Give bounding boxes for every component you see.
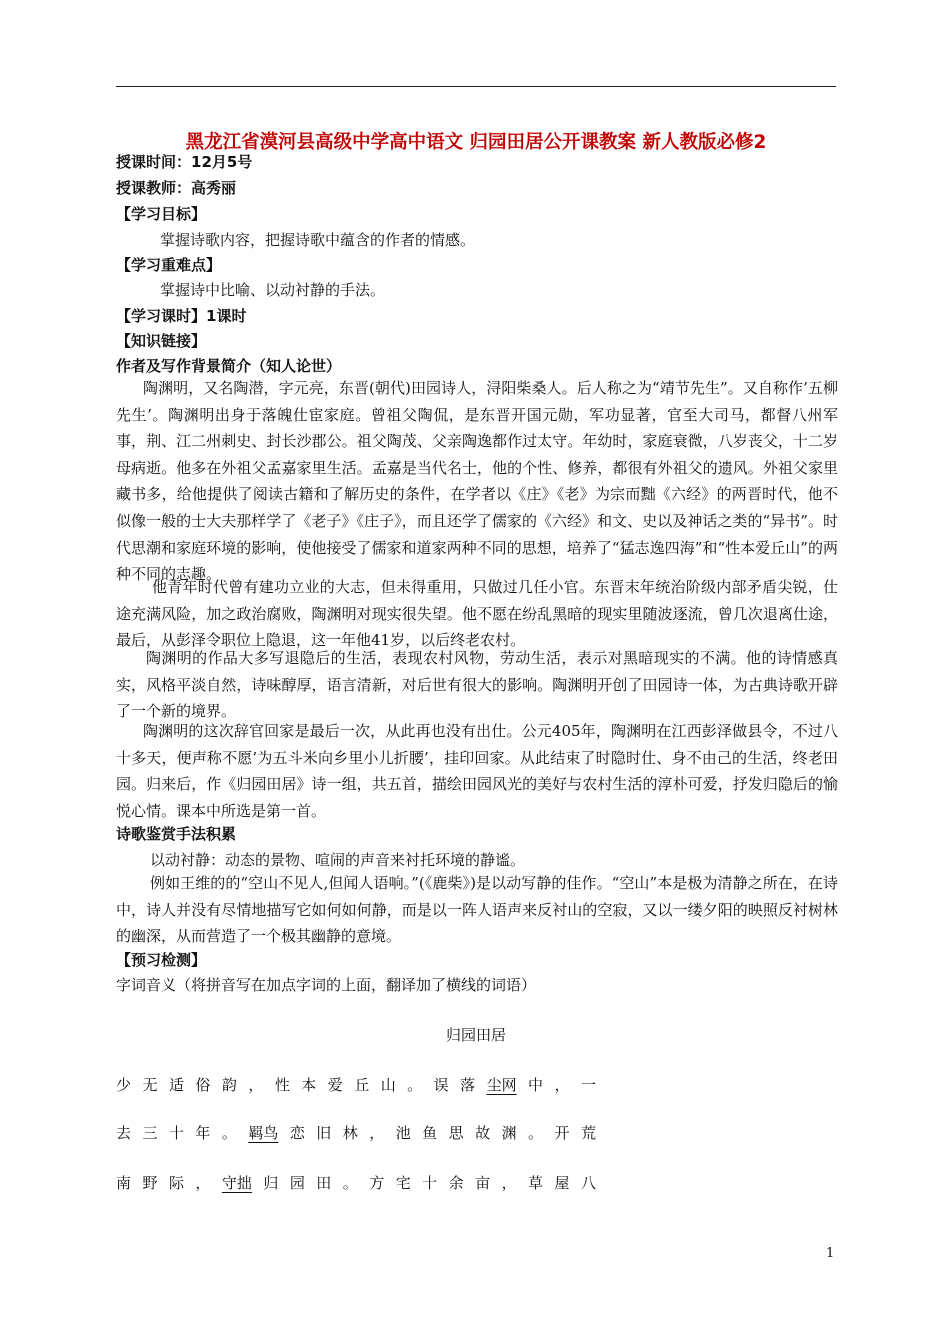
technique-heading: 诗歌鉴赏手法积累: [116, 825, 237, 843]
poem-char: 一: [580, 1076, 596, 1094]
underlined-term: 羁鸟: [248, 1124, 279, 1142]
poem-char: 方: [369, 1174, 385, 1192]
poem-char: 。: [342, 1174, 358, 1192]
document-title: 黑龙江省漠河县高级中学高中语文 归园田居公开课教案 新人教版必修2: [185, 132, 767, 153]
section-goal: 【学习目标】: [116, 205, 207, 223]
page-number: 1: [826, 1246, 835, 1261]
poem-char: ，: [501, 1174, 517, 1192]
technique-text-2: 例如王维的的“空山不见人,但闻人语响。”(《鹿柴》)是以动写静的佳作。“空山”本是极为清静之所在，在诗中，诗人并没有尽情地描写它如何如何静，而是以一阵人语声来反衬山的空寂，又以一缕夕阳的映照反衬树林的幽深，从而营造了一个极其幽静的意境。: [116, 874, 838, 946]
class-time: 授课时间：12月5号: [116, 153, 253, 171]
preview-instructions: 字词音义（将拼音写在加点字词的上面，翻译加了横线的词语）: [116, 976, 537, 994]
poem-char: 本: [301, 1076, 317, 1094]
poem-char: ，: [195, 1174, 211, 1192]
poem-char: 旧: [316, 1124, 332, 1142]
poem-title: 归园田居: [445, 1026, 506, 1044]
poem-char: ，: [248, 1076, 264, 1094]
underlined-term: 尘网: [486, 1076, 517, 1094]
poem-char: 野: [142, 1174, 158, 1192]
poem-char: 十: [422, 1174, 438, 1192]
technique-text-1: 以动衬静：动态的景物、喧闹的声音来衬托环境的静谧。: [150, 851, 526, 869]
poem-char: 落: [460, 1076, 476, 1094]
poem-char: 三: [142, 1124, 158, 1142]
poem-char: 丘: [354, 1076, 370, 1094]
poem-char: 归: [263, 1174, 279, 1192]
paragraph-2: 他青年时代曾有建功立业的大志，但未得重用，只做过几任小官。东晋末年统治阶级内部矛盾尖锐，仕途充满风险，加之政治腐败，陶渊明对现实很失望。他不愿在纷乱黑暗的现实里随波逐流，曾几次退离仕途，最后，从彭泽令职位上隐退，这一年他41岁，以后终老农村。: [116, 578, 838, 650]
section-hours: [116, 306, 246, 326]
poem-char: 中: [528, 1076, 544, 1094]
poem-char: 。: [221, 1124, 237, 1142]
poem-line-2: [116, 1122, 596, 1143]
poem-char: 故: [475, 1124, 491, 1142]
poem-char: 去: [116, 1124, 132, 1142]
poem-char: 亩: [475, 1174, 491, 1192]
poem-char: 少: [116, 1076, 132, 1094]
poem-char: 际: [168, 1174, 184, 1192]
section-key: 【学习重难点】: [116, 256, 222, 274]
section-preview: 【预习检测】: [116, 951, 207, 969]
poem-char: ，: [369, 1124, 385, 1142]
poem-line-1: [116, 1074, 596, 1095]
poem-char: 十: [168, 1124, 184, 1142]
paragraph-4: 陶渊明的这次辞官回家是最后一次，从此再也没有出仕。公元405年，陶渊明在江西彭泽做县令，不过八十多天，便声称不愿’为五斗米向乡里小儿折腰’，挂印回家。从此结束了时隐时仕、身不由己的生活，终老田园。归来后，作《归园田居》诗一组，共五首，描绘田园风光的美好与农村生活的淳朴可爱，抒发归隐后的愉悦心情。课本中所选是第一首。: [116, 722, 838, 820]
poem-char: 思: [448, 1124, 464, 1142]
poem-line-3: [116, 1172, 596, 1193]
goal-text: 掌握诗歌内容，把握诗歌中蕴含的作者的情感。: [160, 231, 476, 249]
poem-char: 韵: [221, 1076, 237, 1094]
key-text: 掌握诗中比喻、以动衬静的手法。: [160, 281, 386, 299]
poem-char: 山: [380, 1076, 396, 1094]
poem-char: 。: [407, 1076, 423, 1094]
poem-char: 开: [554, 1124, 570, 1142]
poem-char: 南: [116, 1174, 132, 1192]
poem-char: 年: [195, 1124, 211, 1142]
poem-char: 荒: [580, 1124, 596, 1142]
poem-char: 渊: [501, 1124, 517, 1142]
author-heading: 作者及写作背景简介（知人论世）: [116, 357, 342, 375]
poem-char: 恋: [289, 1124, 305, 1142]
poem-char: 无: [142, 1076, 158, 1094]
poem-char: 误: [433, 1076, 449, 1094]
poem-char: 林: [342, 1124, 358, 1142]
poem-char: ，: [554, 1076, 570, 1094]
poem-char: 屋: [554, 1174, 570, 1192]
poem-char: 余: [448, 1174, 464, 1192]
section-hours-label: 【学习课时】: [116, 307, 207, 325]
paragraph-3: 陶渊明的作品大多写退隐后的生活，表现农村风物，劳动生活，表示对黑暗现实的不满。他的诗情感真实，风格平淡自然，诗味醇厚，语言清新，对后世有很大的影响。陶渊明开创了田园诗一体，为古典诗歌开辟了一个新的境界。: [116, 649, 838, 721]
poem-char: 适: [168, 1076, 184, 1094]
teacher: 授课教师：高秀丽: [116, 179, 237, 197]
poem-char: 园: [289, 1174, 305, 1192]
underlined-term: 守拙: [221, 1174, 252, 1192]
poem-char: 草: [528, 1174, 544, 1192]
paragraph-1: 陶渊明，又名陶潜，字元亮，东晋(朝代)田园诗人，浔阳柴桑人。后人称之为“靖节先生”。又自称作’五柳先生’。陶渊明出身于落魄仕宦家庭。曾祖父陶侃，是东晋开国元勋，军功显著，官至大司马，都督八州军事，荆、江二州刺史、封长沙郡公。祖父陶茂、父亲陶逸都作过太守。年幼时，家庭衰微，八岁丧父，十二岁母病逝。他多在外祖父孟嘉家里生活。孟嘉是当代名士，他的个性、修养，都很有外祖父的遗风。外祖父家里藏书多，给他提供了阅读古籍和了解历史的条件，在学者以《庄》《老》为宗而黜《六经》的两晋时代，他不似像一般的士大夫那样学了《老子》《庄子》，而且还学了儒家的《六经》和文、史以及神话之类的“异书”。时代思潮和家庭环境的影响，使他接受了儒家和道家两种不同的思想，培养了“猛志逸四海”和“性本爱丘山”的两种不同的志趣。: [116, 379, 838, 584]
poem-char: 田: [316, 1174, 332, 1192]
poem-char: 池: [395, 1124, 411, 1142]
header-rule: [116, 86, 836, 87]
poem-char: 俗: [195, 1076, 211, 1094]
poem-char: 宅: [395, 1174, 411, 1192]
poem-char: 。: [528, 1124, 544, 1142]
section-hours-value: 1课时: [206, 307, 247, 325]
poem-char: 鱼: [422, 1124, 438, 1142]
section-link: 【知识链接】: [116, 332, 207, 350]
poem-char: 性: [274, 1076, 290, 1094]
poem-char: 八: [580, 1174, 596, 1192]
poem-char: 爱: [327, 1076, 343, 1094]
